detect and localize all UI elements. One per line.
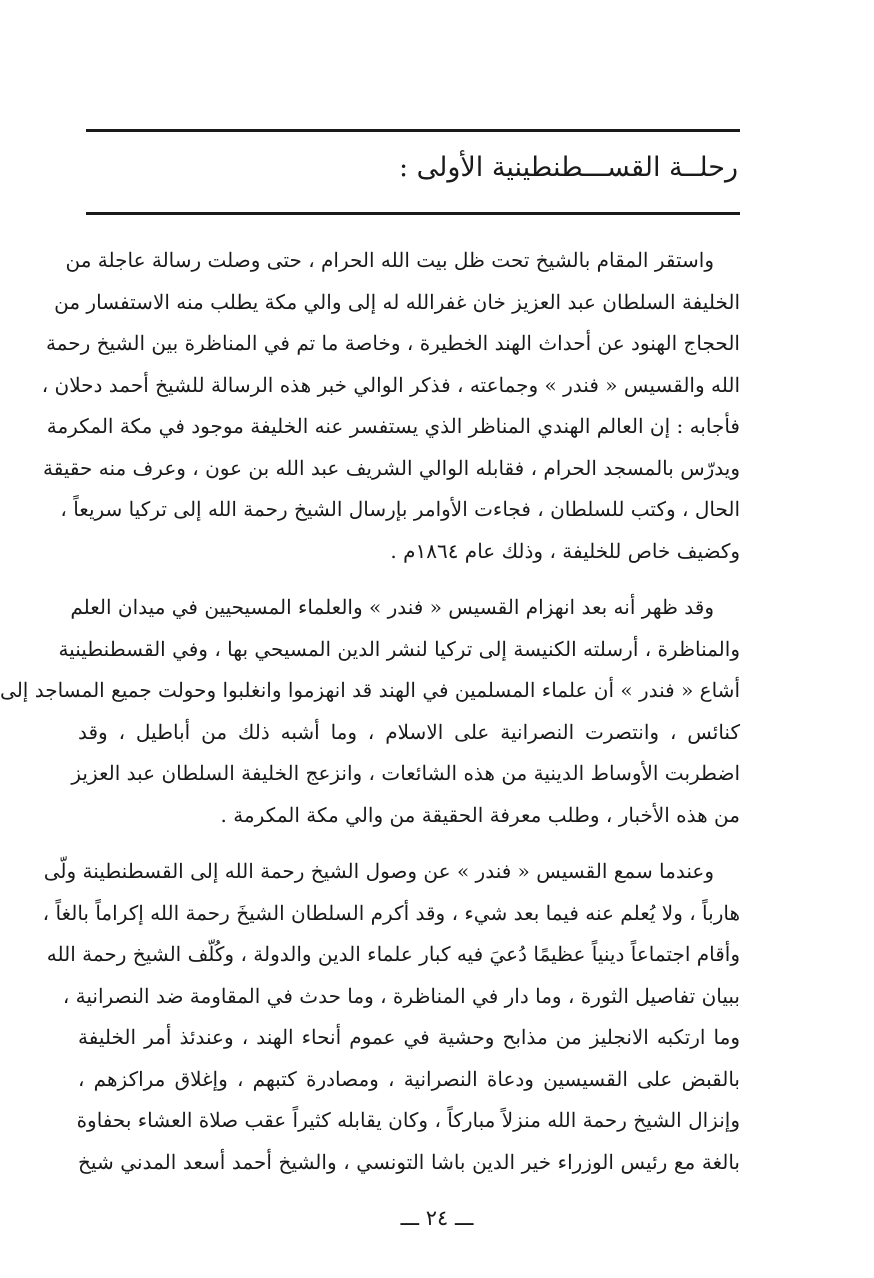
text-line: الحال ، وكتب للسلطان ، فجاءت الأوامر بإرسال الشيخ رحمة الله إلى تركيا سريعاً ، [60, 497, 740, 521]
paragraph-2 [0, 587, 740, 836]
text-line: الحجاج الهنود عن أحداث الهند الخطيرة ، وخاصة ما تم في المناظرة بين الشيخ رحمة [45, 331, 740, 355]
text-line: هارباً ، ولا يُعلم عنه فيما بعد شيء ، وقد أكرم السلطان الشيخَ رحمة الله إكراماً بالغاً ، [42, 900, 740, 925]
text-line: فأجابه : إن العالم الهندي المناظر الذي يستفسر عنه الخليفة موجود في مكة المكرمة [46, 414, 740, 438]
text-line: من هذه الأخبار ، وطلب معرفة الحقيقة من والي مكة المكرمة . [220, 802, 740, 827]
text-line: وعندما سمع القسيس « فندر » عن وصول الشيخ رحمة الله إلى القسطنطينة ولّى [43, 859, 714, 883]
text-line: وما ارتكبه الانجليز من مذابح وحشية في عموم أنحاء الهند ، وعندئذ أمر الخليفة [78, 1025, 740, 1049]
text-line: بالغة مع رئيس الوزراء خير الدين باشا التونسي ، والشيخ أحمد أسعد المدني شيخ [78, 1149, 740, 1174]
chapter-title: رحلــة القســـطنطينية الأولى : [398, 152, 738, 183]
text-line: الله والقسيس « فندر » وجماعته ، فذكر الوالي خبر هذه الرسالة للشيخ أحمد دحلان ، [41, 372, 740, 397]
text-line: وكضيف خاص للخليفة ، وذلك عام ١٨٦٤م . [390, 538, 740, 563]
text-line: وإنزال الشيخ رحمة الله منزلاً مباركاً ، وكان يقابله كثيراً عقب صلاة العشاء بحفاوة [76, 1108, 740, 1132]
text-line: كنائس ، وانتصرت النصرانية على الاسلام ، وما أشبه ذلك من أباطيل ، وقد [78, 719, 740, 744]
body-text [0, 240, 740, 1198]
paragraph-1 [41, 240, 740, 572]
text-line: وقد ظهر أنه بعد انهزام القسيس « فندر » والعلماء المسيحيين في ميدان العلم [70, 595, 714, 619]
text-line: والمناظرة ، أرسلته الكنيسة إلى تركيا لنشر الدين المسيحي بها ، وفي القسطنطينية [58, 636, 740, 661]
text-line: اضطربت الأوساط الدينية من هذه الشائعات ، وانزعج الخليفة السلطان عبد العزيز [71, 761, 740, 785]
text-line: أشاع « فندر » أن علماء المسلمين في الهند قد انهزموا وانغلبوا وحولت جميع المساجد إلى [0, 678, 740, 702]
text-line: الخليفة السلطان عبد العزيز خان غفرالله له إلى والي مكة يطلب منه الاستفسار من [54, 289, 740, 314]
text-line: بالقبض على القسيسين ودعاة النصرانية ، ومصادرة كتبهم ، وإغلاق مراكزهم ، [78, 1066, 740, 1091]
page-number: ـــ ٢٤ ـــ [400, 1206, 474, 1230]
text-line: ويدرّس بالمسجد الحرام ، فقابله الوالي الشريف عبد الله بن عون ، وعرف منه حقيقة [43, 455, 740, 480]
header-top-rule [86, 129, 740, 132]
text-line: واستقر المقام بالشيخ تحت ظل بيت الله الحرام ، حتى وصلت رسالة عاجلة من [65, 248, 714, 272]
paragraph-3 [42, 851, 740, 1183]
text-line: وأقام اجتماعاً دينياً عظيمًا دُعيَ فيه كبار علماء الدين والدولة ، وكُلّف الشيخ رحمة الله [46, 942, 740, 966]
header-bottom-rule [86, 212, 740, 215]
text-line: ببيان تفاصيل الثورة ، وما دار في المناظرة ، وما حدث في المقاومة ضد النصرانية ، [62, 983, 740, 1008]
